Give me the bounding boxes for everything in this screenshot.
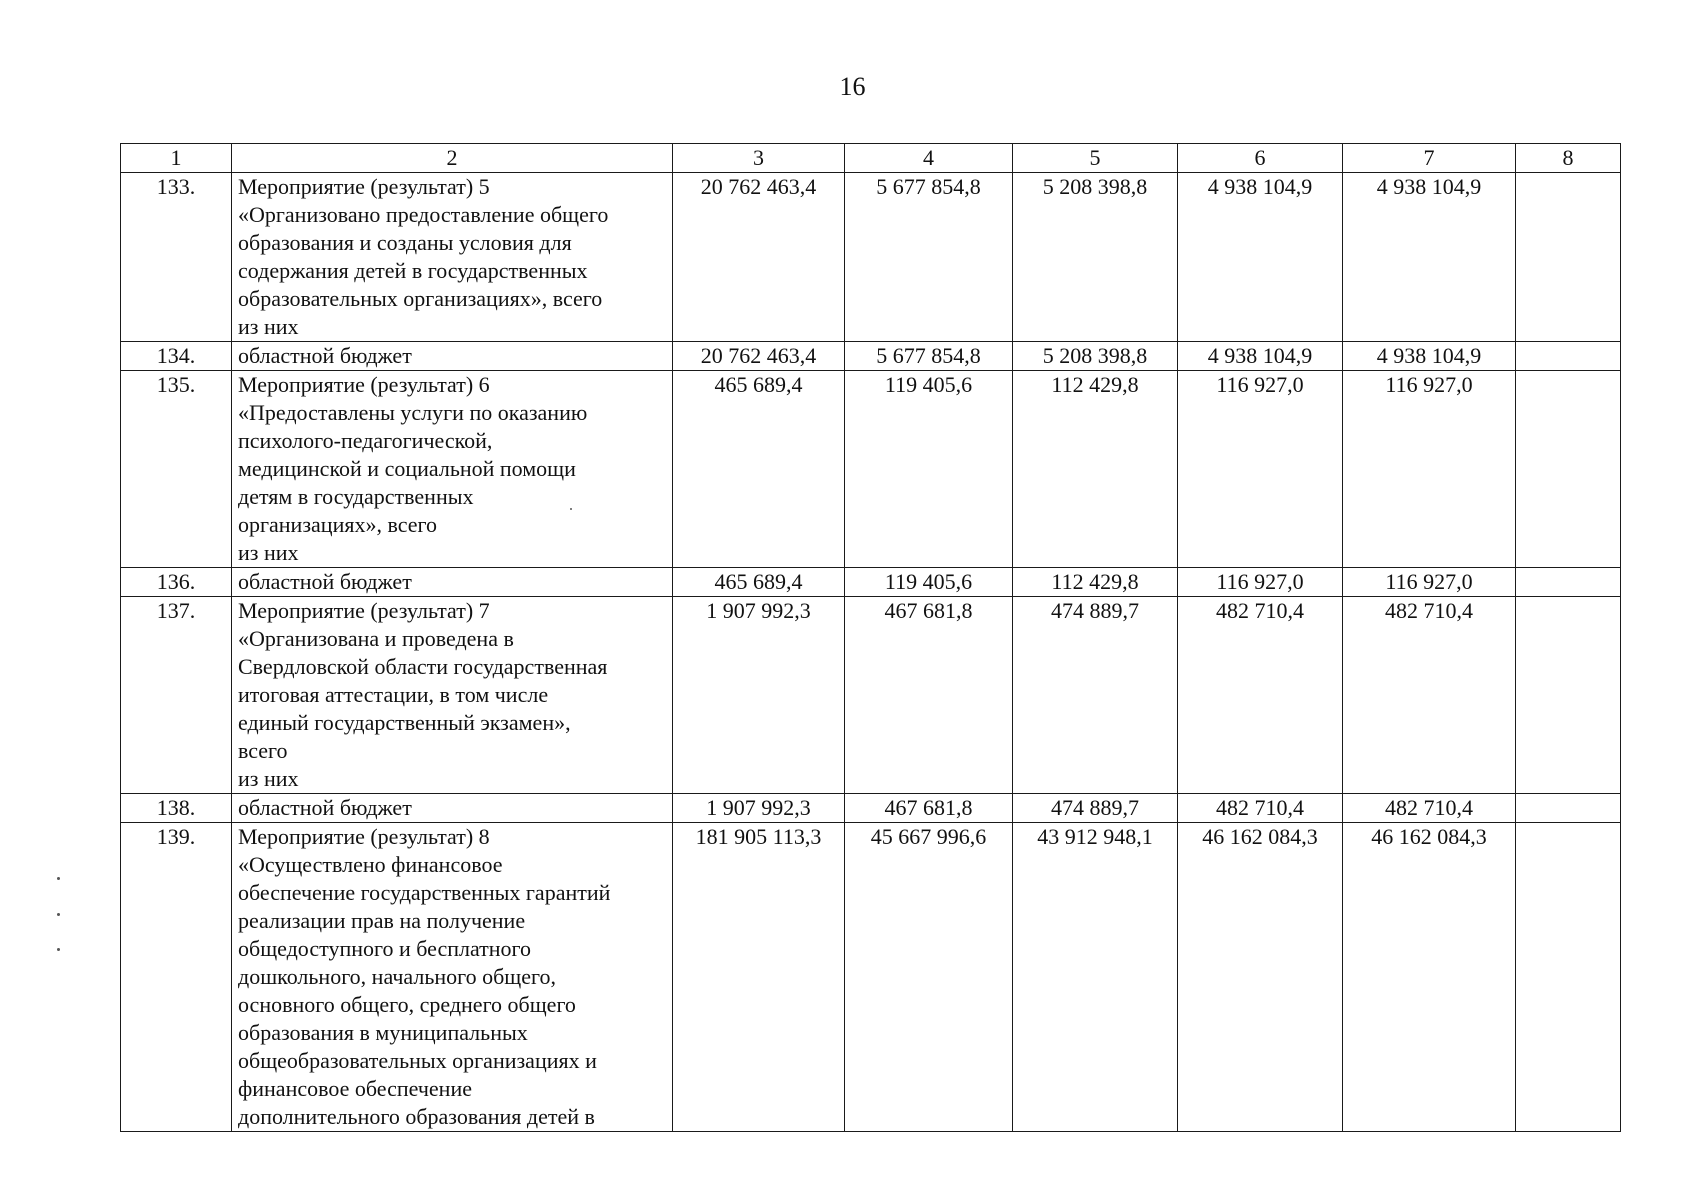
amount-cell-col-3: 1 907 992,3 xyxy=(673,794,845,823)
description-line: областной бюджет xyxy=(238,343,412,368)
amount-cell-col-7: 46 162 084,3 xyxy=(1343,823,1516,1132)
amount-cell-col-8 xyxy=(1516,597,1621,794)
description-line: всего xyxy=(238,738,288,763)
amount-cell-col-5: 5 208 398,8 xyxy=(1013,342,1178,371)
amount-cell-col-7: 482 710,4 xyxy=(1343,794,1516,823)
description-line: общедоступного и бесплатного xyxy=(238,936,532,961)
amount-cell-col-4: 119 405,6 xyxy=(845,371,1013,568)
description-line: образования и созданы условия для xyxy=(238,230,572,255)
description-line: областной бюджет xyxy=(238,569,412,594)
item-description-cell xyxy=(232,371,673,568)
amount-cell-col-5: 43 912 948,1 xyxy=(1013,823,1178,1132)
header-cell: 3 xyxy=(673,144,845,173)
row-number-cell: 139. xyxy=(121,823,232,1132)
amount-cell-col-7: 116 927,0 xyxy=(1343,568,1516,597)
description-line: образования в муниципальных xyxy=(238,1020,528,1045)
item-description-cell xyxy=(232,568,673,597)
amount-cell-col-4: 5 677 854,8 xyxy=(845,342,1013,371)
amount-cell-col-6: 116 927,0 xyxy=(1178,568,1343,597)
header-cell: 6 xyxy=(1178,144,1343,173)
amount-cell-col-6: 482 710,4 xyxy=(1178,597,1343,794)
amount-cell-col-3: 20 762 463,4 xyxy=(673,342,845,371)
amount-cell-col-3: 181 905 113,3 xyxy=(673,823,845,1132)
description-line: медицинской и социальной помощи xyxy=(238,456,576,481)
scan-speck xyxy=(570,508,572,510)
description-line: дополнительного образования детей в xyxy=(238,1104,595,1129)
table-row xyxy=(121,823,1621,1132)
description-line: Мероприятие (результат) 7 xyxy=(238,598,490,623)
item-description-cell xyxy=(232,342,673,371)
amount-cell-col-6: 46 162 084,3 xyxy=(1178,823,1343,1132)
amount-cell-col-3: 1 907 992,3 xyxy=(673,597,845,794)
description-line: реализации прав на получение xyxy=(238,908,526,933)
item-description-cell xyxy=(232,597,673,794)
description-line: «Организовано предоставление общего xyxy=(238,202,609,227)
amount-cell-col-5: 112 429,8 xyxy=(1013,371,1178,568)
amount-cell-col-5: 5 208 398,8 xyxy=(1013,173,1178,342)
row-number-cell: 136. xyxy=(121,568,232,597)
amount-cell-col-6: 116 927,0 xyxy=(1178,371,1343,568)
description-line: из них xyxy=(238,314,299,339)
description-line: «Организована и проведена в xyxy=(238,626,514,651)
description-line: Мероприятие (результат) 6 xyxy=(238,372,490,397)
amount-cell-col-6: 482 710,4 xyxy=(1178,794,1343,823)
table-row xyxy=(121,173,1621,342)
amount-cell-col-8 xyxy=(1516,342,1621,371)
table-header-row xyxy=(121,144,1621,173)
amount-cell-col-3: 20 762 463,4 xyxy=(673,173,845,342)
amount-cell-col-5: 112 429,8 xyxy=(1013,568,1178,597)
amount-cell-col-7: 482 710,4 xyxy=(1343,597,1516,794)
description-line: областной бюджет xyxy=(238,795,412,820)
description-line: «Осуществлено финансовое xyxy=(238,852,503,877)
row-number-cell: 134. xyxy=(121,342,232,371)
header-cell: 2 xyxy=(232,144,673,173)
description-line: Свердловской области государственная xyxy=(238,654,608,679)
description-line: из них xyxy=(238,540,299,565)
amount-cell-col-4: 119 405,6 xyxy=(845,568,1013,597)
description-line: образовательных организациях», всего xyxy=(238,286,603,311)
description-line: единый государственный экзамен», xyxy=(238,710,571,735)
header-cell: 5 xyxy=(1013,144,1178,173)
header-cell: 8 xyxy=(1516,144,1621,173)
description-line: обеспечение государственных гарантий xyxy=(238,880,611,905)
budget-table xyxy=(120,143,1621,1132)
header-cell: 4 xyxy=(845,144,1013,173)
description-line: общеобразовательных организациях и xyxy=(238,1048,597,1073)
table-row xyxy=(121,568,1621,597)
description-line: «Предоставлены услуги по оказанию xyxy=(238,400,588,425)
description-line: детям в государственных xyxy=(238,484,474,509)
amount-cell-col-7: 4 938 104,9 xyxy=(1343,342,1516,371)
row-number-cell: 133. xyxy=(121,173,232,342)
description-line: финансовое обеспечение xyxy=(238,1076,472,1101)
description-line: содержания детей в государственных xyxy=(238,258,588,283)
amount-cell-col-4: 467 681,8 xyxy=(845,794,1013,823)
table-row xyxy=(121,342,1621,371)
table-row xyxy=(121,794,1621,823)
amount-cell-col-3: 465 689,4 xyxy=(673,371,845,568)
item-description-cell xyxy=(232,823,673,1132)
item-description-cell xyxy=(232,173,673,342)
amount-cell-col-8 xyxy=(1516,794,1621,823)
amount-cell-col-3: 465 689,4 xyxy=(673,568,845,597)
row-number-cell: 135. xyxy=(121,371,232,568)
amount-cell-col-8 xyxy=(1516,173,1621,342)
table-row xyxy=(121,597,1621,794)
scan-speck xyxy=(57,913,60,916)
amount-cell-col-8 xyxy=(1516,823,1621,1132)
description-line: организациях», всего xyxy=(238,512,437,537)
description-line: дошкольного, начального общего, xyxy=(238,964,556,989)
page-number: 16 xyxy=(839,72,866,101)
amount-cell-col-6: 4 938 104,9 xyxy=(1178,342,1343,371)
amount-cell-col-4: 467 681,8 xyxy=(845,597,1013,794)
amount-cell-col-7: 4 938 104,9 xyxy=(1343,173,1516,342)
row-number-cell: 138. xyxy=(121,794,232,823)
row-number-cell: 137. xyxy=(121,597,232,794)
amount-cell-col-8 xyxy=(1516,568,1621,597)
amount-cell-col-5: 474 889,7 xyxy=(1013,794,1178,823)
header-cell: 7 xyxy=(1343,144,1516,173)
description-line: основного общего, среднего общего xyxy=(238,992,576,1017)
description-line: Мероприятие (результат) 8 xyxy=(238,824,490,849)
item-description-cell xyxy=(232,794,673,823)
table-row xyxy=(121,371,1621,568)
description-line: психолого-педагогической, xyxy=(238,428,493,453)
amount-cell-col-8 xyxy=(1516,371,1621,568)
amount-cell-col-4: 5 677 854,8 xyxy=(845,173,1013,342)
scan-speck xyxy=(57,877,60,880)
amount-cell-col-4: 45 667 996,6 xyxy=(845,823,1013,1132)
header-cell: 1 xyxy=(121,144,232,173)
amount-cell-col-7: 116 927,0 xyxy=(1343,371,1516,568)
description-line: Мероприятие (результат) 5 xyxy=(238,174,490,199)
scan-speck xyxy=(57,948,60,951)
amount-cell-col-6: 4 938 104,9 xyxy=(1178,173,1343,342)
description-line: из них xyxy=(238,766,299,791)
amount-cell-col-5: 474 889,7 xyxy=(1013,597,1178,794)
description-line: итоговая аттестации, в том числе xyxy=(238,682,549,707)
